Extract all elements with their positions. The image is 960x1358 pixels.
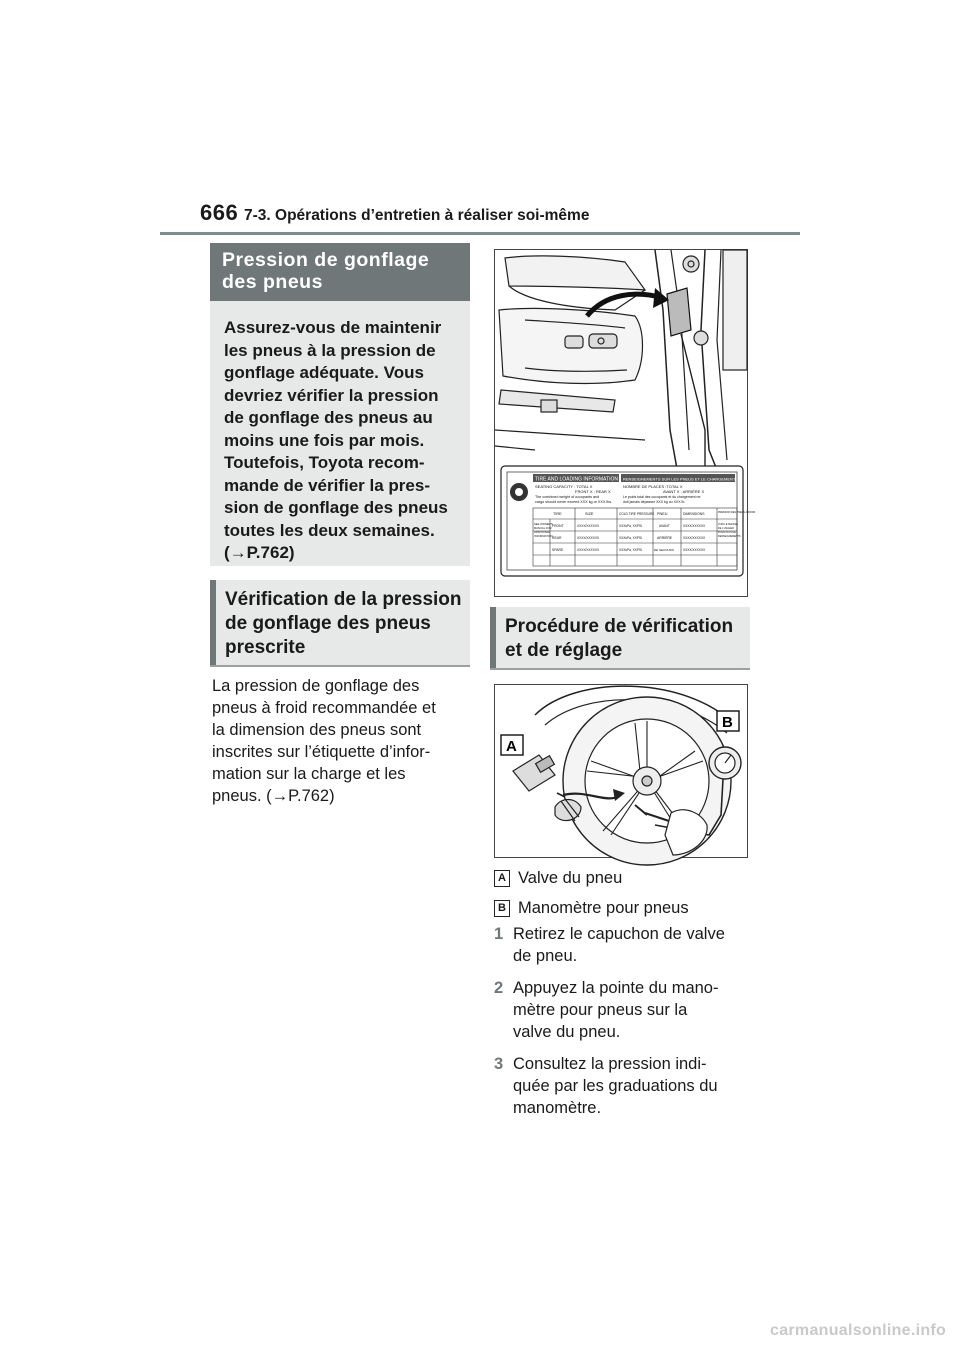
- tire-icon: [510, 483, 528, 501]
- label-row-rear-pneu: ARRIÈRE: [657, 536, 673, 540]
- heading-line: de gonflage des pneus: [225, 613, 431, 634]
- callout-b: [717, 711, 739, 731]
- label-weight-fr-1: Le poids total des occupants et du chargement ne: [623, 495, 701, 499]
- step-line: Retirez le capuchon de valve: [513, 925, 725, 943]
- intro-line: mande de vérifier la pres-: [224, 475, 430, 495]
- banner-line: des pneus: [222, 271, 323, 293]
- label-row-spare-pneu: DE SECOURS: [654, 548, 674, 552]
- label-row-rear-pressure: XXXkPa, XXPSI: [619, 536, 643, 540]
- label-front-rear-fr: AVANT X ; ARRIÈRE X: [663, 489, 705, 494]
- intro-line: devriez vérifier la pression: [224, 385, 439, 405]
- intro-line: sion de gonflage des pneus: [224, 498, 448, 517]
- intro-line: Assurez-vous de maintenir: [224, 318, 442, 337]
- badge-b: B: [494, 900, 510, 917]
- label-row-front-dim: XXXX/XXXXXX: [683, 524, 706, 528]
- label-side-en-2: MANUAL FOR: [534, 527, 552, 530]
- body-paragraph: [212, 675, 472, 807]
- heading-line: Vérification de la pression: [225, 589, 462, 610]
- watermark: carmanualsonline.info: [770, 1322, 947, 1339]
- label-header-fr: RENSEIGNEMENTS SUR LES PNEUS ET LE CHARGEMENT: [623, 476, 736, 482]
- step-line: quée par les graduations du: [513, 1077, 718, 1095]
- step-number: 1: [494, 925, 504, 943]
- step-line: valve du pneu.: [513, 1023, 621, 1041]
- step-line: mètre pour pneus sur la: [513, 1001, 688, 1019]
- label-front-rear-en: FRONT X ; REAR X: [575, 489, 611, 494]
- step-2: [494, 977, 750, 1045]
- tire-gauge-illustration: [494, 684, 748, 858]
- label-weight-en-1: The combined weight of occupants and: [535, 495, 600, 499]
- page-number: 666: [200, 200, 239, 225]
- label-col-pneu: PNEU: [657, 512, 668, 516]
- legend-text: Valve du pneu: [518, 869, 623, 887]
- intro-box: [210, 301, 470, 566]
- label-row-spare-size: XXXX/XXXXXX: [577, 548, 600, 552]
- intro-page-reference[interactable]: (→P.762): [224, 543, 295, 562]
- header-rule: [160, 232, 800, 235]
- label-side-fr-3: POUR PLUS DE: [718, 531, 736, 534]
- label-row-spare-tire: SPARE: [552, 548, 564, 552]
- label-row-front-tire: FRONT: [552, 524, 564, 528]
- intro-line: gonflage adéquate. Vous: [224, 363, 424, 382]
- label-col-size: SIZE: [585, 512, 594, 516]
- body-line: La pression de gonflage des: [212, 677, 420, 695]
- label-row-rear-tire: REAR: [552, 536, 562, 540]
- label-col-cold-pressure: COLD TIRE PRESSURE: [619, 512, 655, 516]
- door-pillar-label-illustration: [494, 249, 756, 597]
- step-3: [494, 1053, 750, 1121]
- hand-icon: [665, 810, 707, 855]
- wheel-gauge-drawing: [495, 685, 749, 859]
- label-col-pression: PRESSION DES PNEUS À FROID: [718, 511, 756, 514]
- label-row-spare-dim: XXXX/XXXXXX: [683, 548, 706, 552]
- door-pillar-illustration: [495, 250, 756, 598]
- label-side-fr-1: VOIR LE MANUEL: [718, 523, 739, 526]
- step-1: [494, 923, 750, 969]
- label-weight-fr-2: doit jamais dépasser XXX kg ou XXX lb.: [623, 500, 686, 504]
- label-col-tire: TIRE: [553, 512, 562, 516]
- body-line: la dimension des pneus sont: [212, 721, 422, 739]
- label-header-en: TIRE AND LOADING INFORMATION: [535, 476, 618, 483]
- legend-item-valve: [494, 868, 622, 888]
- intro-line: de gonflage des pneus au: [224, 408, 433, 427]
- step-number: 2: [494, 979, 504, 997]
- heading-line: Procédure de vérification: [505, 616, 734, 637]
- label-col-dimensions: DIMENSIONS: [683, 512, 705, 516]
- heading-rule: [490, 668, 750, 670]
- step-number: 3: [494, 1055, 504, 1073]
- step-line: de pneu.: [513, 947, 578, 965]
- label-seating-en: SEATING CAPACITY : TOTAL X: [535, 484, 593, 489]
- step-line: Consultez la pression indi-: [513, 1055, 707, 1073]
- label-row-rear-dim: XXXX/XXXXXX: [683, 536, 706, 540]
- label-side-en-3: ADDITIONAL: [534, 531, 551, 534]
- label-side-fr-2: DE L'USAGER: [718, 527, 734, 530]
- heading-line: et de réglage: [505, 640, 623, 661]
- label-side-en-4: INFORMATION: [534, 535, 553, 538]
- body-line-reference[interactable]: pneus. (→P.762): [212, 787, 335, 805]
- heading-check-prescribed-pressure: [210, 580, 470, 666]
- label-row-spare-pressure: XXXkPa, XXPSI: [619, 548, 643, 552]
- step-line: Appuyez la pointe du mano-: [513, 979, 719, 997]
- banner-line: Pression de gonflage: [222, 249, 430, 271]
- label-row-front-pneu: AVANT: [659, 524, 670, 528]
- label-side-en-1: SEE OWNER'S: [534, 523, 553, 526]
- label-seating-fr: NOMBRE DE PLACES :TOTAL X: [623, 484, 683, 489]
- badge-a: A: [494, 870, 510, 887]
- heading-line: prescrite: [225, 637, 306, 658]
- callout-a-label: A: [506, 738, 517, 755]
- label-side-fr-4: RENSEIGNEMENTS: [718, 535, 741, 538]
- label-row-rear-size: XXXX/XXXXXX: [577, 536, 600, 540]
- callout-a: [501, 735, 523, 755]
- intro-line: moins une fois par mois.: [224, 430, 425, 450]
- intro-line: toutes les deux semaines.: [224, 520, 435, 540]
- legend-text: Manomètre pour pneus: [518, 899, 689, 917]
- step-line: manomètre.: [513, 1099, 602, 1117]
- door-pillar-drawing: [495, 250, 747, 480]
- body-line: pneus à froid recommandée et: [212, 699, 436, 717]
- banner-tire-pressure: [210, 243, 470, 301]
- intro-line: les pneus à la pression de: [224, 340, 436, 360]
- heading-procedure: [490, 607, 750, 669]
- callout-b-label: B: [722, 714, 733, 731]
- body-line: inscrites sur l’étiquette d’infor-: [212, 743, 431, 761]
- label-row-front-pressure: XXXkPa, XXPSI: [619, 524, 643, 528]
- label-weight-en-2: cargo should never exceed XXX kg or XXX lbs.: [535, 500, 613, 504]
- body-line: mation sur la charge et les: [212, 765, 406, 783]
- section-title: 7-3. Opérations d’entretien à réaliser soi-même: [244, 207, 590, 224]
- legend-item-gauge: [494, 898, 689, 918]
- heading-rule: [210, 665, 470, 667]
- label-row-front-size: XXXX/XXXXXX: [577, 524, 600, 528]
- intro-line: Toutefois, Toyota recom-: [224, 453, 425, 472]
